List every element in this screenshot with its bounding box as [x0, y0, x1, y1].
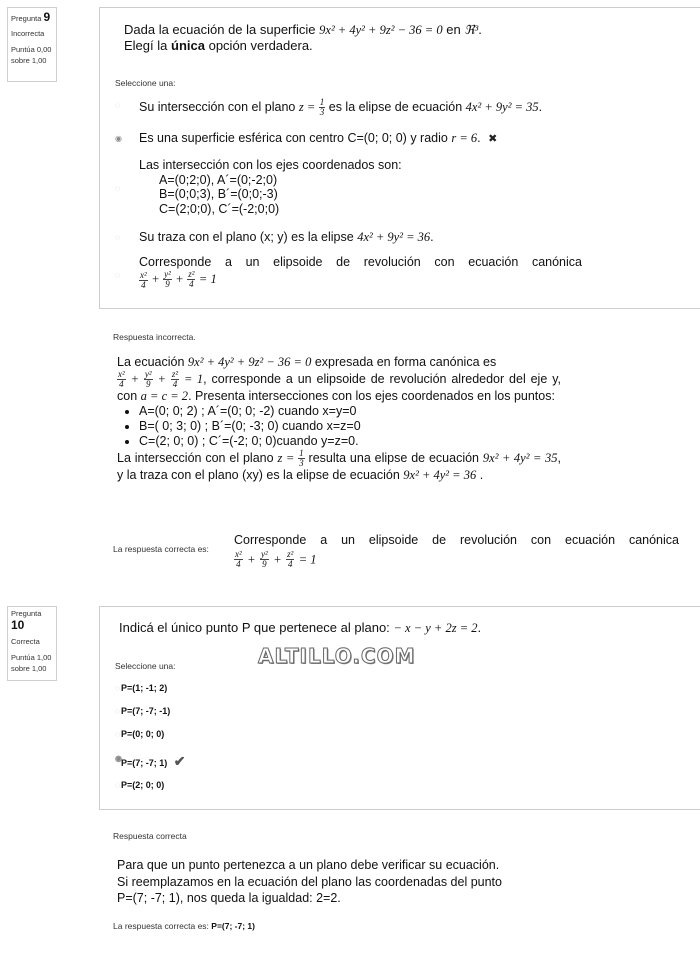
radio-button[interactable]: ◌ — [115, 101, 120, 110]
list-item: • B=( 0; 3; 0) ; B´=(0; -3; 0) cuando x=z=0 — [139, 419, 561, 434]
explanation-line: P=(7; -7; 1), nos queda la igualdad: 2=2. — [117, 891, 341, 905]
correct-answer-equation: $\frac{\text{x²}}{4}$ + $\frac{\text{y²}}{9}$ + $\frac{\text{z²}}{4}$ = 1 — [235, 549, 317, 569]
correct-answer-value: P=(7; -7; 1) — [211, 921, 255, 931]
question-grade-max: sobre 1,00 — [11, 56, 47, 65]
check-icon: ✔ — [173, 753, 186, 769]
option-2[interactable] — [115, 130, 675, 148]
question-9-info — [7, 7, 57, 82]
option-label: Su intersección con el plano z = $\frac{1}{3}$ es la elipse de ecuación 4x² + 9y² = 35. — [139, 97, 543, 117]
option-3[interactable] — [115, 729, 165, 739]
question-status: Incorrecta — [11, 29, 45, 38]
option-label: P=(7; -7; -1) — [121, 706, 171, 716]
correct-answer-label: La respuesta correcta es: — [113, 544, 209, 554]
radio-button[interactable]: ◌ — [115, 730, 120, 739]
radio-button[interactable]: ◌ — [115, 684, 120, 693]
option-5[interactable] — [115, 780, 165, 790]
option-1[interactable] — [115, 96, 675, 117]
feedback-status: Respuesta incorrecta. — [113, 332, 196, 342]
option-label: P=(2; 0; 0) — [121, 780, 165, 790]
option-3[interactable] — [115, 158, 675, 220]
option-label: P=(7; -7; 1) — [121, 758, 168, 768]
question-status: Correcta — [11, 637, 40, 646]
question-9-text: Dada la ecuación de la superficie 9x² + 4y² + 9z² − 36 = 0 en ℜ³. Elegí la única opción verdadera. — [124, 22, 482, 53]
radio-button[interactable]: ◌ — [115, 184, 120, 193]
option-label: Las intersección con los ejes coordenados son: A=(0;2;0), A´=(0;-2;0) B=(0;0;3), B´=(0;0;-3) C=(2;0;0), C´=(-2;0;0) — [139, 158, 402, 216]
explanation-line: Para que un punto pertenezca a un plano debe verificar su ecuación. — [117, 858, 500, 872]
radio-button[interactable]: ◌ — [115, 707, 120, 716]
explanation-line: Si reemplazamos en la ecuación del plano las coordenadas del punto — [117, 874, 502, 889]
option-label: Es una superficie esférica con centro C=(0; 0; 0) y radio r = 6. ✖ — [139, 131, 498, 145]
option-2[interactable] — [115, 706, 171, 716]
question-grade-max: sobre 1,00 — [11, 664, 47, 673]
feedback-explanation: La ecuación 9x² + 4y² + 9z² − 36 = 0 expresada en forma canónica es $\frac{\text{x²}}{4}$ + $\frac{\text{y²}}{9}$ + $\frac{\text{z²}}{4}$ = 1, corresponde a un elipsoide de revolución alrededor del eje y, con a = c = 2. Presenta intersecciones con los ejes coordenados en los puntos: • A=(0; 0; 2) ; A´=(0; 0; -2) cuando x=y=0 • B=( 0; 3; 0) ; B´=(0; -3; 0) cuando x=z=0 • C=(2; 0; 0) ; C´=(-2; 0; 0)cuando y=z=0. La intersección con el plano z = $\frac{1}{3}$ resulta una elipse de ecuación 9x² + 4y² = 35, y la traza con el plano (xy) es la elipse de ecuación 9x² + 4y² = 36 . — [117, 355, 561, 483]
intersection-list — [117, 404, 561, 449]
correct-answer — [113, 921, 255, 931]
select-one-label: Seleccione una: — [115, 661, 176, 671]
question-label: Pregunta — [11, 14, 42, 23]
radio-button[interactable]: ◌ — [115, 271, 120, 280]
option-label: Corresponde a un elipsoide de revolución con ecuación canónica $\frac{\text{x²}}{4}$ + $\frac{\text{y²}}{9}$ + $\frac{\text{z²}}{4}$ = 1 — [139, 255, 582, 290]
question-grade: Puntúa 0,00 — [11, 45, 52, 54]
question-10-card — [99, 606, 700, 810]
question-number: 10 — [11, 618, 25, 632]
radio-button[interactable]: ◌ — [115, 233, 120, 242]
option-4[interactable] — [115, 753, 186, 770]
incorrect-x-icon: ✖ — [488, 133, 498, 145]
list-item: • A=(0; 0; 2) ; A´=(0; 0; -2) cuando x=y=0 — [139, 404, 561, 419]
question-10-info — [7, 606, 57, 681]
option-label: Su traza con el plano (x; y) es la elipse 4x² + 9y² = 36. — [139, 230, 434, 244]
question-label: Pregunta — [11, 609, 42, 618]
option-1[interactable] — [115, 683, 168, 693]
feedback-status: Respuesta correcta — [113, 831, 187, 841]
select-one-label: Seleccione una: — [115, 78, 176, 88]
altillo-watermark: ALTILLO.COM — [258, 644, 416, 668]
option-4[interactable] — [115, 229, 675, 247]
feedback-explanation — [117, 857, 561, 907]
radio-button-selected[interactable]: ◉ — [115, 754, 122, 763]
list-item: • C=(2; 0; 0) ; C´=(-2; 0; 0)cuando y=z=0. — [139, 434, 561, 449]
option-label: P=(1; -1; 2) — [121, 683, 168, 693]
option-label: P=(0; 0; 0) — [121, 729, 165, 739]
correct-answer-text: Corresponde a un elipsoide de revolución con ecuación canónica — [234, 533, 679, 547]
radio-button[interactable]: ◌ — [115, 781, 120, 790]
question-number: 9 — [43, 10, 51, 24]
question-9-card — [99, 7, 700, 309]
question-10-text: Indicá el único punto P que pertenece al plano: − x − y + 2z = 2. — [119, 620, 482, 635]
question-grade: Puntúa 1,00 — [11, 653, 52, 662]
option-5[interactable] — [115, 255, 675, 293]
radio-button-selected[interactable]: ◉ — [115, 134, 122, 143]
correct-answer-label: La respuesta correcta es: — [113, 921, 209, 931]
